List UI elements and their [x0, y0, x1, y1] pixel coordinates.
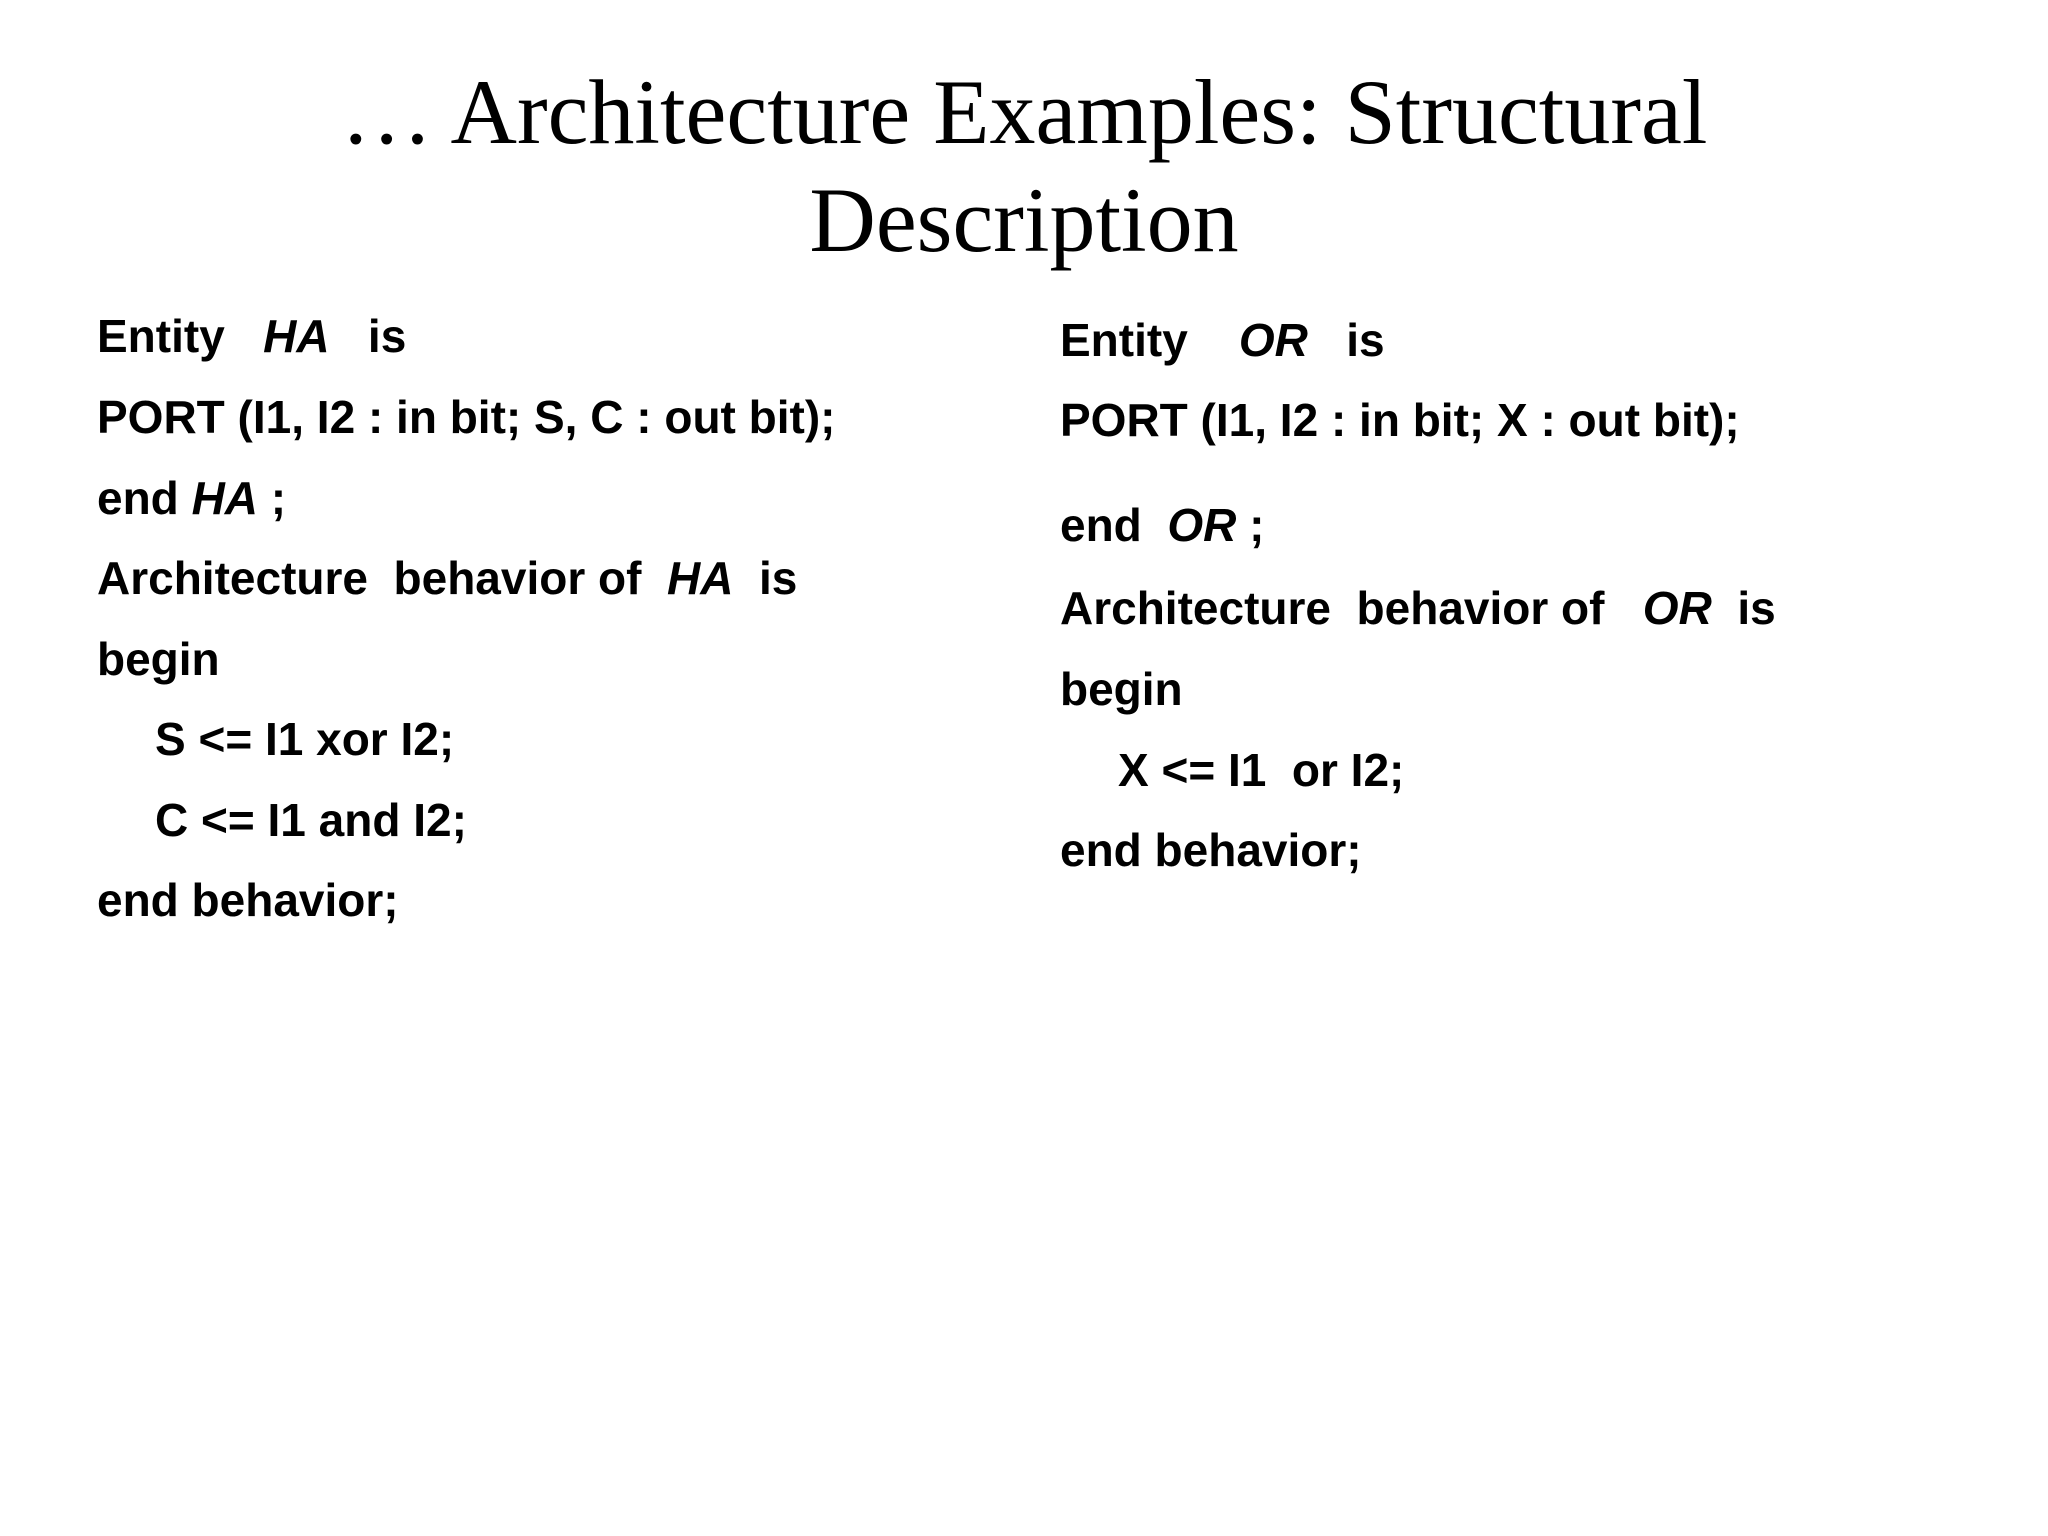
code-text: is: [733, 552, 798, 604]
code-text: end: [97, 472, 192, 524]
code-text: ;: [258, 472, 287, 524]
slide-title-line-1: … Architecture Examples: Structural: [340, 61, 1708, 163]
or-architecture-line: [1060, 580, 1776, 636]
ha-port-line: PORT (I1, I2 : in bit; S, C : out bit);: [97, 391, 836, 443]
ha-begin-line: begin: [97, 633, 220, 685]
or-end-entity-line: [1060, 497, 1264, 553]
ha-sum-assignment-line: S <= I1 xor I2;: [155, 713, 455, 765]
code-text: Architecture behavior of: [97, 552, 668, 604]
entity-name: HA: [667, 552, 734, 604]
ha-end-entity-line: [97, 470, 286, 526]
code-text: is: [1711, 582, 1776, 634]
entity-name: HA: [191, 472, 259, 524]
or-entity-line: [1060, 312, 1385, 368]
or-entity-code-block: [1060, 0, 1776, 876]
code-text: Entity: [97, 310, 264, 362]
entity-name: OR: [1238, 314, 1308, 366]
code-text: is: [329, 310, 407, 362]
entity-name: OR: [1167, 499, 1237, 551]
or-begin-line: begin: [1060, 663, 1183, 715]
or-end-behavior-line: end behavior;: [1060, 824, 1362, 876]
code-text: Entity: [1060, 314, 1239, 366]
ha-entity-line: [97, 308, 406, 364]
code-text: end: [1060, 499, 1168, 551]
code-text: Architecture behavior of: [1060, 582, 1643, 634]
or-assignment-line: X <= I1 or I2;: [1118, 744, 1405, 796]
entity-name: HA: [263, 310, 330, 362]
ha-entity-code-block: [97, 0, 836, 926]
slide-title: [0, 58, 2048, 274]
ha-end-behavior-line: end behavior;: [97, 874, 399, 926]
entity-name: OR: [1642, 582, 1712, 634]
ha-carry-assignment-line: C <= I1 and I2;: [155, 794, 467, 846]
code-text: is: [1307, 314, 1385, 366]
or-port-line: PORT (I1, I2 : in bit; X : out bit);: [1060, 394, 1740, 446]
slide-title-line-2: Description: [809, 169, 1239, 271]
ha-architecture-line: [97, 550, 797, 606]
code-text: ;: [1236, 499, 1265, 551]
